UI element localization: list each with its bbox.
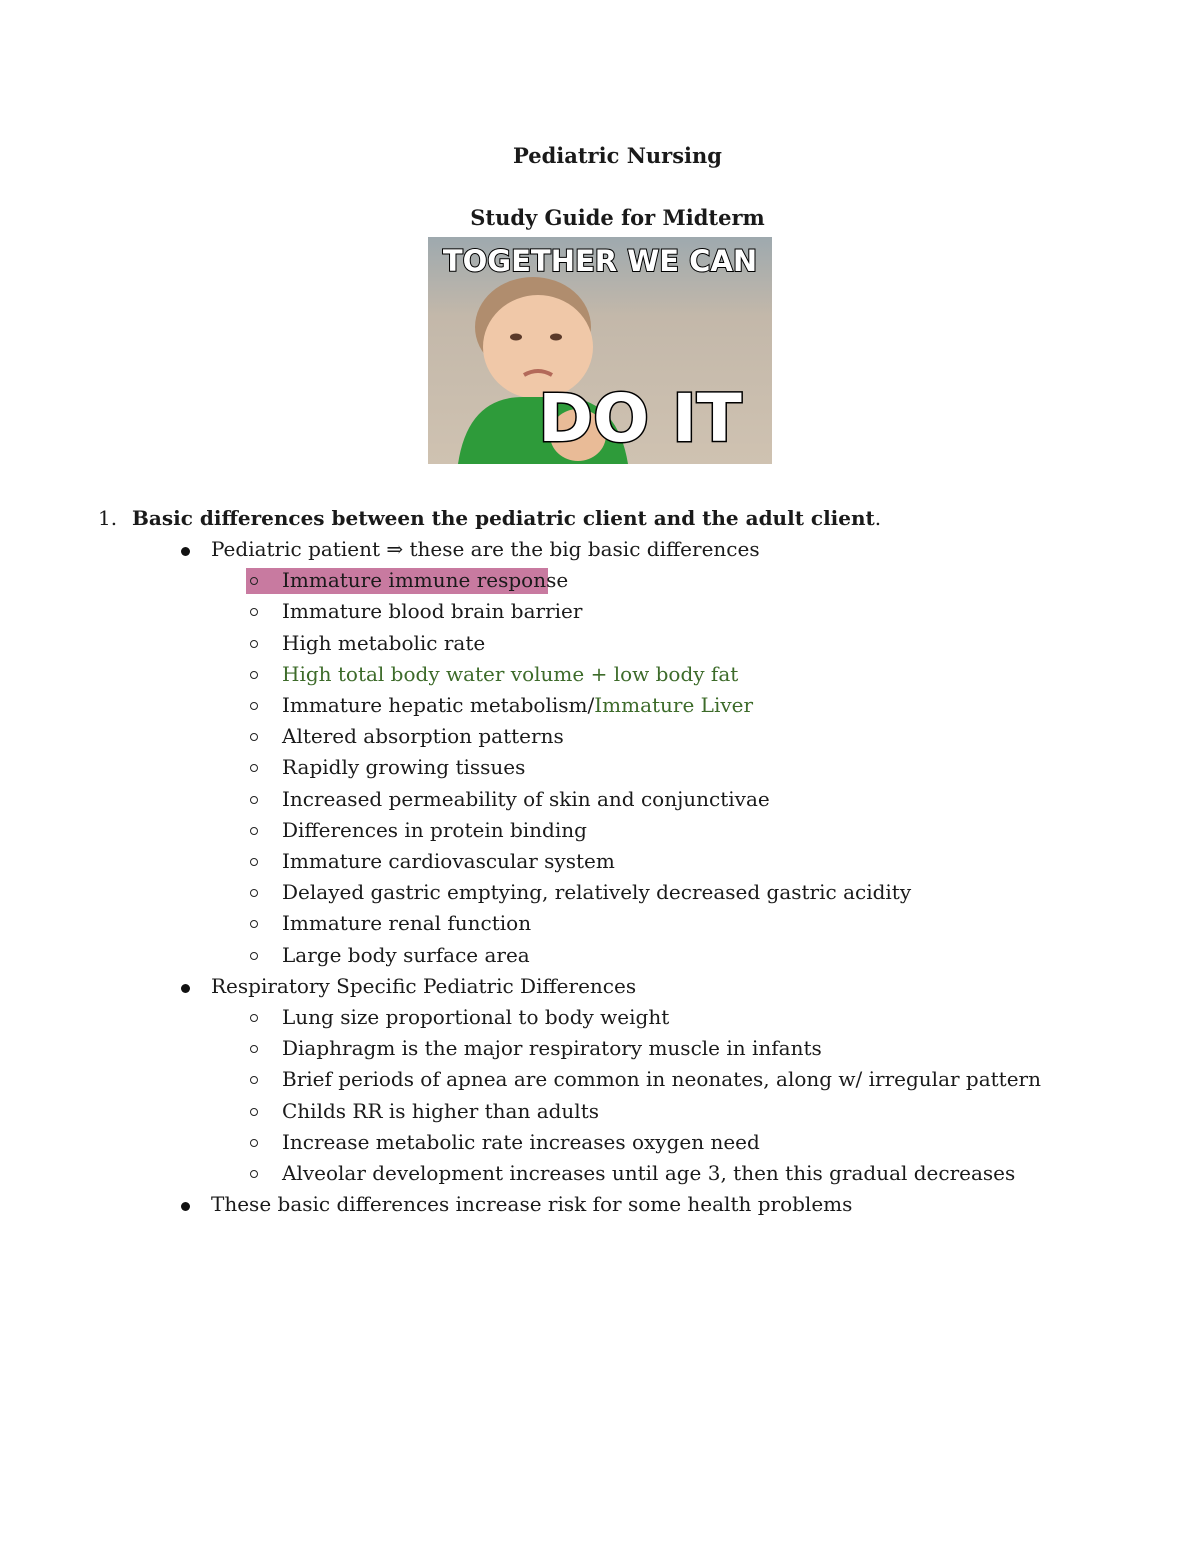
bullet-text: Pediatric patient ⇒ these are the big basic differences [211,537,760,561]
sub-bullet-text: High metabolic rate [282,630,486,655]
sub-bullet-text: Immature hepatic metabolism/Immature Liver [282,693,754,717]
sub-bullet-text: Immature blood brain barrier [282,599,583,624]
sub-bullet-text: Immature immune response [282,568,569,593]
sub-bullet-text: Alveolar development increases until age 3, then this gradual decreases [282,1161,1016,1185]
section-heading-text: Basic differences between the pediatric client and the adult client. [132,506,882,530]
meme-image [428,237,772,464]
sub-bullet-text: High total body water volume + low body fat [282,661,739,686]
sub-bullet-text: Diaphragm is the major respiratory muscle in infants [282,1036,822,1061]
sub-bullet-text: Increase metabolic rate increases oxygen need [282,1129,760,1154]
sub-bullet-text: Delayed gastric emptying, relatively decreased gastric acidity [282,880,912,905]
sub-bullet-text: Brief periods of apnea are common in neonates, along w/ irregular pattern [282,1067,1041,1092]
bullet-text: Respiratory Specific Pediatric Differences [211,973,637,998]
bullet-text: These basic differences increase risk for some health problems [211,1192,853,1217]
sub-bullet-text: Altered absorption patterns [282,724,564,749]
sub-bullet-text: Increased permeability of skin and conjunctivae [282,786,770,811]
sub-bullet-text: Childs RR is higher than adults [282,1098,599,1123]
section-number: 1. [98,506,118,530]
meme-top-text: TOGETHER WE CAN [442,244,758,278]
sub-bullet-text: Differences in protein binding [282,817,587,842]
sub-bullet-text: Rapidly growing tissues [282,755,526,780]
meme-bottom-text: DO IT [538,380,742,457]
sub-bullet-text: Large body surface area [282,942,530,967]
green-text: Immature Liver [594,693,754,717]
sub-bullet-text: Lung size proportional to body weight [282,1005,670,1029]
document-subtitle: Study Guide for Midterm [470,205,765,230]
sub-bullet-text: Immature cardiovascular system [282,849,615,873]
document-title: Pediatric Nursing [513,143,722,168]
sub-bullet-text: Immature renal function [282,911,532,936]
